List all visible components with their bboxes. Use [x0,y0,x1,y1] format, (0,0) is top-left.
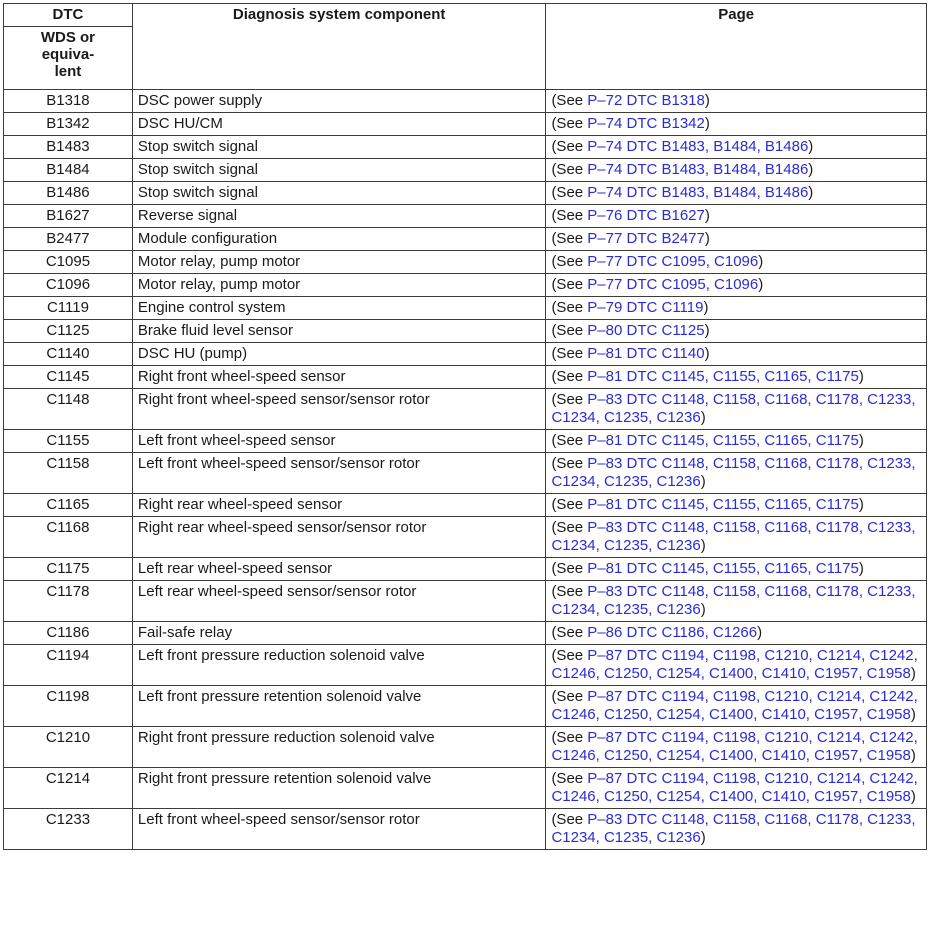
component-name: Left front pressure reduction solenoid valve [132,645,546,686]
see-suffix: ) [858,496,864,513]
see-suffix: ) [704,230,710,247]
page-link[interactable]: P–83 DTC C1148, C1158, C1168, C1178, C1233, C1234, C1235, C1236 [551,455,916,490]
component-name: Motor relay, pump motor [132,251,546,274]
see-prefix: (See [551,519,588,536]
dtc-code: C1148 [4,389,133,430]
page-reference [546,622,927,645]
see-prefix: (See [551,432,588,449]
table-row [4,113,927,136]
page-link[interactable]: P–72 DTC B1318 [587,92,705,109]
see-suffix: ) [700,473,706,490]
page-reference [546,297,927,320]
page-link[interactable]: P–74 DTC B1483, B1484, B1486 [587,138,809,155]
component-name: DSC power supply [132,90,546,113]
page-link[interactable]: P–77 DTC B2477 [587,230,705,247]
dtc-code: B1486 [4,182,133,205]
dtc-code: B1627 [4,205,133,228]
component-name: Brake fluid level sensor [132,320,546,343]
table-row [4,581,927,622]
see-suffix: ) [808,138,814,155]
table-row [4,686,927,727]
see-suffix: ) [808,161,814,178]
page-reference [546,389,927,430]
table-row [4,182,927,205]
table-row [4,90,927,113]
component-name: Left rear wheel-speed sensor [132,558,546,581]
table-row [4,453,927,494]
see-suffix: ) [758,276,764,293]
table-row [4,622,927,645]
table-header [4,4,927,90]
dtc-code: C1125 [4,320,133,343]
dtc-code: B1318 [4,90,133,113]
see-suffix: ) [757,624,763,641]
dtc-code: B1342 [4,113,133,136]
page-link[interactable]: P–77 DTC C1095, C1096 [587,253,759,270]
dtc-code: C1145 [4,366,133,389]
see-prefix: (See [551,811,588,828]
see-prefix: (See [551,496,588,513]
component-name: Left front wheel-speed sensor/sensor rotor [132,809,546,850]
table-row [4,205,927,228]
page-link[interactable]: P–74 DTC B1483, B1484, B1486 [587,161,809,178]
dtc-code: B1484 [4,159,133,182]
table-row [4,517,927,558]
see-prefix: (See [551,161,588,178]
table-row [4,727,927,768]
dtc-code: C1119 [4,297,133,320]
see-suffix: ) [858,560,864,577]
dtc-code: C1178 [4,581,133,622]
dtc-code: C1165 [4,494,133,517]
see-prefix: (See [551,583,588,600]
component-name: Right front pressure reduction solenoid valve [132,727,546,768]
page-reference [546,686,927,727]
see-prefix: (See [551,391,588,408]
component-name: Engine control system [132,297,546,320]
table-row [4,809,927,850]
see-suffix: ) [910,706,916,723]
table-row [4,343,927,366]
header-page: Page [546,4,927,90]
component-name: Left front wheel-speed sensor/sensor rotor [132,453,546,494]
table-row [4,159,927,182]
component-name: Right front wheel-speed sensor [132,366,546,389]
page-link[interactable]: P–81 DTC C1145, C1155, C1165, C1175 [587,432,859,449]
component-name: Right rear wheel-speed sensor/sensor rotor [132,517,546,558]
dtc-code: C1214 [4,768,133,809]
component-name: Left rear wheel-speed sensor/sensor rotor [132,581,546,622]
page-reference [546,251,927,274]
dtc-code: C1096 [4,274,133,297]
table-row [4,430,927,453]
see-prefix: (See [551,647,588,664]
page-reference [546,727,927,768]
see-prefix: (See [551,770,588,787]
table-row [4,389,927,430]
page-link[interactable]: P–81 DTC C1145, C1155, C1165, C1175 [587,368,859,385]
see-prefix: (See [551,253,588,270]
dtc-code: C1140 [4,343,133,366]
page-reference [546,768,927,809]
component-name: Fail-safe relay [132,622,546,645]
component-name: Right front pressure retention solenoid valve [132,768,546,809]
page-reference [546,228,927,251]
table-row [4,251,927,274]
see-prefix: (See [551,138,588,155]
see-suffix: ) [858,368,864,385]
see-suffix: ) [704,322,710,339]
see-suffix: ) [910,788,916,805]
table-body [4,90,927,850]
page-reference [546,494,927,517]
page-link[interactable]: P–87 DTC C1194, C1198, C1210, C1214, C1242, C1246, C1250, C1254, C1400, C1410, C1957, C1958 [551,729,918,764]
table-row [4,558,927,581]
page-link[interactable]: P–83 DTC C1148, C1158, C1168, C1178, C1233, C1234, C1235, C1236 [551,583,916,618]
dtc-table [3,3,927,850]
dtc-code: C1186 [4,622,133,645]
component-name: Left front pressure retention solenoid valve [132,686,546,727]
page-link[interactable]: P–77 DTC C1095, C1096 [587,276,759,293]
dtc-code: C1095 [4,251,133,274]
component-name: DSC HU/CM [132,113,546,136]
see-prefix: (See [551,184,588,201]
page-reference [546,366,927,389]
see-prefix: (See [551,560,588,577]
page-link[interactable]: P–76 DTC B1627 [587,207,705,224]
table-row [4,494,927,517]
page-link[interactable]: P–83 DTC C1148, C1158, C1168, C1178, C1233, C1234, C1235, C1236 [551,519,916,554]
table-row [4,274,927,297]
page-link[interactable]: P–81 DTC C1140 [587,345,705,362]
table-row [4,136,927,159]
page-reference [546,809,927,850]
page-reference [546,159,927,182]
page-reference [546,558,927,581]
page-link[interactable]: P–79 DTC C1119 [587,299,704,316]
page-reference [546,453,927,494]
see-suffix: ) [758,253,764,270]
see-suffix: ) [910,665,916,682]
component-name: Motor relay, pump motor [132,274,546,297]
see-suffix: ) [704,92,710,109]
dtc-code: C1155 [4,430,133,453]
see-suffix: ) [858,432,864,449]
dtc-code: C1198 [4,686,133,727]
see-prefix: (See [551,299,588,316]
table-row [4,228,927,251]
page-reference [546,645,927,686]
see-suffix: ) [910,747,916,764]
header-wds: WDS or equiva- lent [4,27,133,90]
page-link[interactable]: P–86 DTC C1186, C1266 [587,624,758,641]
component-name: Right front wheel-speed sensor/sensor rotor [132,389,546,430]
component-name: Right rear wheel-speed sensor [132,494,546,517]
see-prefix: (See [551,729,588,746]
page-link[interactable]: P–87 DTC C1194, C1198, C1210, C1214, C1242, C1246, C1250, C1254, C1400, C1410, C1957, C1958 [551,647,918,682]
dtc-code: C1158 [4,453,133,494]
table-row [4,366,927,389]
see-suffix: ) [808,184,814,201]
see-suffix: ) [704,207,710,224]
see-prefix: (See [551,345,588,362]
page-reference [546,113,927,136]
page-reference [546,581,927,622]
see-suffix: ) [700,537,706,554]
page-reference [546,136,927,159]
dtc-code: B2477 [4,228,133,251]
page-link[interactable]: P–83 DTC C1148, C1158, C1168, C1178, C1233, C1234, C1235, C1236 [551,811,916,846]
table-row [4,297,927,320]
see-prefix: (See [551,624,588,641]
page-link[interactable]: P–87 DTC C1194, C1198, C1210, C1214, C1242, C1246, C1250, C1254, C1400, C1410, C1957, C1958 [551,688,918,723]
see-suffix: ) [700,601,706,618]
page-reference [546,274,927,297]
see-suffix: ) [700,829,706,846]
page-link[interactable]: P–87 DTC C1194, C1198, C1210, C1214, C1242, C1246, C1250, C1254, C1400, C1410, C1957, C1958 [551,770,918,805]
see-prefix: (See [551,455,588,472]
page-link[interactable]: P–80 DTC C1125 [587,322,705,339]
see-prefix: (See [551,92,588,109]
see-suffix: ) [704,345,710,362]
page-link[interactable]: P–74 DTC B1342 [587,115,705,132]
see-prefix: (See [551,115,588,132]
dtc-code: C1175 [4,558,133,581]
page-reference [546,430,927,453]
page-link[interactable]: P–83 DTC C1148, C1158, C1168, C1178, C1233, C1234, C1235, C1236 [551,391,916,426]
page-link[interactable]: P–81 DTC C1145, C1155, C1165, C1175 [587,560,859,577]
see-suffix: ) [700,409,706,426]
table-row [4,768,927,809]
dtc-code: C1168 [4,517,133,558]
page-reference [546,320,927,343]
see-prefix: (See [551,368,588,385]
see-prefix: (See [551,207,588,224]
component-name: DSC HU (pump) [132,343,546,366]
see-prefix: (See [551,230,588,247]
see-prefix: (See [551,322,588,339]
table-row [4,320,927,343]
dtc-code: B1483 [4,136,133,159]
see-prefix: (See [551,688,588,705]
page-reference [546,182,927,205]
page-link[interactable]: P–74 DTC B1483, B1484, B1486 [587,184,809,201]
dtc-code: C1210 [4,727,133,768]
component-name: Module configuration [132,228,546,251]
page-reference [546,343,927,366]
dtc-code: C1233 [4,809,133,850]
component-name: Stop switch signal [132,136,546,159]
see-prefix: (See [551,276,588,293]
component-name: Left front wheel-speed sensor [132,430,546,453]
component-name: Stop switch signal [132,159,546,182]
header-dtc: DTC [4,4,133,27]
page-reference [546,517,927,558]
page-reference [546,90,927,113]
component-name: Stop switch signal [132,182,546,205]
page-reference [546,205,927,228]
see-suffix: ) [703,299,709,316]
see-suffix: ) [704,115,710,132]
dtc-code: C1194 [4,645,133,686]
page-link[interactable]: P–81 DTC C1145, C1155, C1165, C1175 [587,496,859,513]
table-row [4,645,927,686]
header-component: Diagnosis system component [132,4,546,90]
component-name: Reverse signal [132,205,546,228]
